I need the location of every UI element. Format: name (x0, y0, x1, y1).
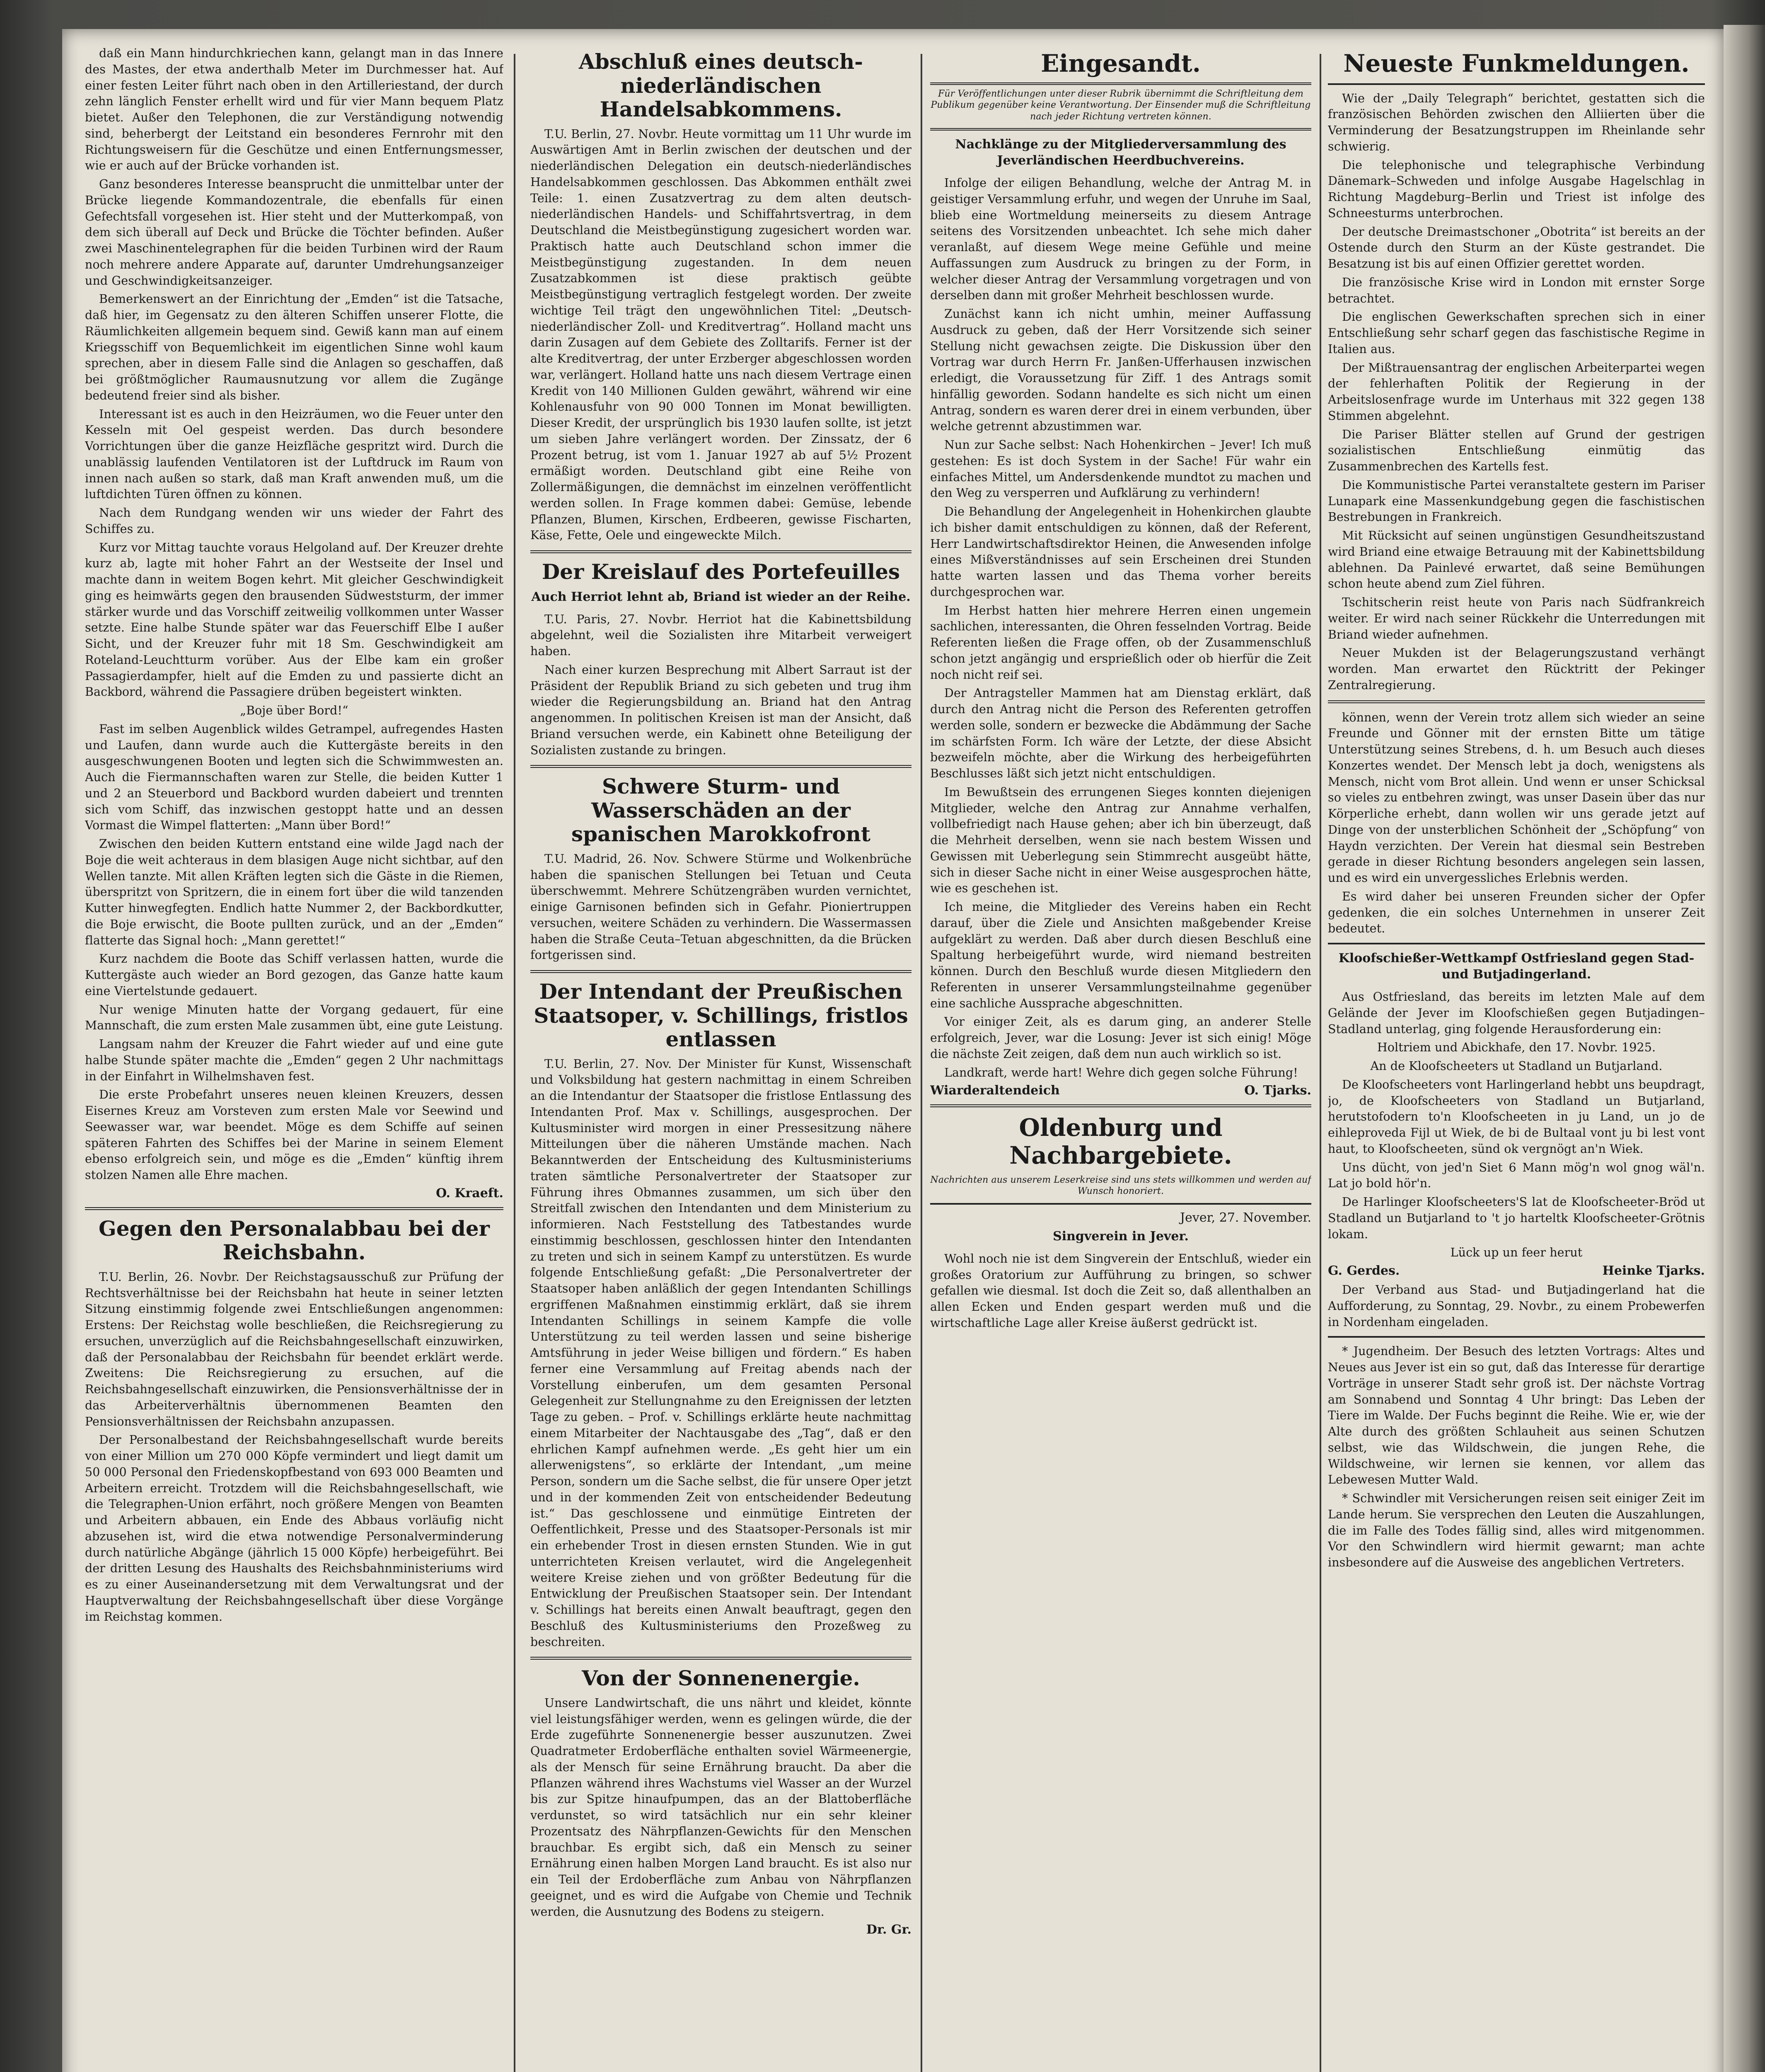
article-paragraph: Im Herbst hatten hier mehrere Herren einen ungemein sachlichen, interessanten, die Ohren fesselnden Vortrag. Beide Referenten ließen die Frage offen, ob der Zusammenschluß schon jetzt angängig und ersprießlich oder ob hierfür die Zeit noch nicht reif sei. (930, 603, 1311, 682)
divider (85, 1207, 503, 1210)
news-item: Tschitscherin reist heute von Paris nach Südfrankreich weiter. Er wird nach seiner Rückkehr die Unterredungen mit Briand wieder aufnehmen. (1328, 595, 1705, 641)
quote-line: „Boje über Bord!“ (240, 704, 348, 717)
subheadline: Singverein in Jever. (1053, 1229, 1189, 1244)
article-paragraph: T.U. Berlin, 27. Novbr. Heute vormittag um 11 Uhr wurde im Auswärtigen Amt in Berlin zwischen der deutschen und der niederländischen Delegation ein deutsch-niederländisches Handelsabkommen geschlossen. Das Abkommen enthält zwei Teile: 1. einen Zusatzvertrag zu dem alten deutsch-niederländischen Handels- und Schiffahrtsvertrag, in dem Deutschland die Meistbegünstigung zugesichert worden war. Praktisch hatte auch Deutschland schon immer die Meistbegünstigung zugestanden. In dem neuen Zusatzabkommen ist diese praktisch geübte Meistbegünstigung vertraglich festgelegt worden. Der zweite wichtige Teil trägt den ungewöhnlichen Titel: „Deutsch-niederländischer Zoll- und Kreditvertrag“. Holland macht uns darin Zusagen auf dem Gebiete des Zolltarifs. Ferner ist der alte Kreditvertrag, der unter Erzberger abgeschlossen worden war, verlängert. Holland hatte uns nach diesem Vertrage einen Kredit von 140 Millionen Gulden gewährt, während wir eine Kohlenausfuhr von 90 000 Tonnen im Monat bewilligten. Dieser Kredit, der ursprünglich bis 1930 laufen sollte, ist jetzt um sieben Jahre verlängert worden. Der Zinssatz, der 6 Prozent betrug, ist vom 1. Januar 1927 ab auf 5½ Prozent ermäßigt worden. Deutschland gibt eine Reihe von Zollermäßigungen, die demnächst im einzelnen veröffentlicht werden sollen. In Frage kommen dabei: Gemüse, lebende Pflanzen, Blumen, Kirschen, Erdbeeren, gewisse Fischarten, Käse, Fette, Oele und eingeweckte Milch. (530, 127, 912, 542)
article-paragraph: Bemerkenswert an der Einrichtung der „Emden“ ist die Tatsache, daß hier, im Gegensatz zu den älteren Schiffen unserer Flotte, die Räumlichkeiten allgemein bequem sind. Gewiß kann man auf einem Kriegsschiff von Bequemlichkeit im eigentlichen Sinne wohl kaum sprechen, aber in diesem Falle sind die Anlagen so geschaffen, daß bei größtmöglicher Raumausnutzung vor allem die Zugänge bedeutend freier sind als bisher. (85, 292, 503, 402)
column-3 (930, 46, 1311, 2072)
article-paragraph: können, wenn der Verein trotz allem sich wieder an seine Freunde und Gönner mit der ernsten Bitte um tätige Unterstützung seines Strebens, d. h. um Besuch auch dieses Konzertes wendet. Der Mensch lebt ja doch, wenigstens als Mensch, nicht vom Brot allein. Und wenn er unser Schicksal so vieles zu entbehren zwingt, was unser Dasein über das nur Körperliche erhebt, dann wollen wir uns gerade jetzt auf Dinge von der unsterblichen Schönheit der „Schöpfung“ von Haydn verzichten. Der Verein hat diesmal sein Bestreben gerade in dieser Richtung besonders angelegen sein lassen, und es wird ein unvergessliches Erlebnis werden. (1328, 710, 1705, 885)
article-paragraph: Die erste Probefahrt unseres neuen kleinen Kreuzers, dessen Eisernes Kreuz am Vorsteven zum ersten Male vor Seewind und Seewasser war, war beendet. Möge es dem Schiffe auf seinen späteren Fahrten des Schiffes bei der Marine in seinem Element ebenso erfolgreich sein, und möge es die „Emden“ künftig ihrem stolzen Namen alle Ehre machen. (85, 1088, 503, 1182)
headline-funkmeldungen: Neueste Funkmeldungen. (1343, 49, 1690, 77)
divider (1328, 700, 1705, 703)
article-paragraph: Ich meine, die Mitglieder des Vereins haben ein Recht darauf, über die Ziele und Ansichten maßgebender Kreise aufgeklärt zu werden. Daß aber durch diesen Beschluß eine Spaltung herbeigeführt wurde, wird niemand bestreiten können. Durch den Beschluß wurde diesen Mitgliedern den Referenten in unserer Versammlungsteilnahme gegenüber eine sachliche Aussprache abgeschnitten. (930, 900, 1311, 1010)
column-1 (85, 46, 503, 2072)
subheadline: Nachklänge zu der Mitgliederversammlung des Jeverländischen Heerdbuchvereins. (955, 137, 1286, 168)
column-2 (530, 46, 912, 2072)
divider (530, 970, 912, 973)
article-paragraph: Der Personalbestand der Reichsbahngesellschaft wurde bereits von einer Million um 270 000 Köpfe vermindert und liegt damit um 50 000 Personal den Friedenskopfbestand von 693 000 Beamten und Arbeitern erreicht. Trotzdem will die Reichsbahngesellschaft, wie die Telegraphen-Union erfährt, noch größere Mengen von Beamten und Arbeitern abbauen, ein Ende des Abbaus vorläufig nicht abzusehen ist, wird die etwa notwendige Personalverminderung durch natürliche Abgänge (jährlich 15 000 Köpfe) herbeigeführt. Bei der dritten Lesung des Haushalts des Reichsbahnministeriums wird es zu einer Auseinandersetzung mit dem Verwaltungsrat und der Hauptverwaltung der Reichsbahngesellschaft über diese Vorgänge im Reichstag kommen. (85, 1433, 503, 1624)
article-paragraph: Es wird daher bei unseren Freunden sicher der Opfer gedenken, die ein solches Unternehmen in unserer Zeit bedeutet. (1328, 889, 1705, 936)
article-paragraph: De Kloofscheeters vont Harlingerland hebbt uns beupdragt, jo, de Kloofscheeters von Stadland un Butjarland, herutstofodern to'n Kloofscheeten in ju Land, un jo de eihleproveda Fijl ut Wiek, de bi de Bultaal vont ju bi lest vont haut, to Kloofscheeten, sünd ok vergnögt an'n Wiek. (1328, 1077, 1705, 1156)
article-paragraph: Zunächst kann ich nicht umhin, meiner Auffassung Ausdruck zu geben, daß der Herr Vorsitzende sich seiner Stellung nicht gewachsen zeigte. Die Diskussion über den Vortrag war durch Herrn Fr. Janßen-Ufferhausen inzwischen erledigt, die Voraussetzung für Ziff. 1 des Antrags somit hinfällig geworden. Sodann handelte es sich nicht um einen Antrag, sondern es waren derer drei in einem verbunden, über welche getrennt abzustimmen war. (930, 307, 1311, 433)
local-news-item: * Jugendheim. Der Besuch des letzten Vortrags: Altes und Neues aus Jever ist ein so gut, daß das Interesse für derartige Vorträge in unserer Stadt sehr groß ist. Der nächste Vortrag am Sonnabend und Sonntag 4 Uhr bringt: Das Leben der Tiere im Walde. Der Fuchs beginnt die Reihe. Wie er, wie der Alte durch des größten Schlauheit aus seinen Schutzen selbst, wie das Wildschwein, die jungen Rehe, die Wildschweine, wir lernen sie kennen, vor allem das Lebewesen Mutter Wald. (1328, 1344, 1705, 1487)
signature-row (1328, 1264, 1705, 1278)
article-paragraph: De Harlinger Kloofscheeters'S lat de Kloofscheeter-Bröd ut Stadland un Butjarland to 't jo harteltk Kloofscheeter-Grötnis lokam. (1328, 1195, 1705, 1241)
signature-name: G. Gerdes. (1328, 1264, 1400, 1278)
headline-handelsabkommen: Abschluß eines deutsch-niederländischen Handelsabkommens. (579, 49, 863, 121)
article-paragraph: Unsere Landwirtschaft, die uns nährt und kleidet, könnte viel leistungsfähiger werden, wenn es gelingen würde, die der Erde zugeführte Sonnenenergie besser auszunutzen. Zwei Quadratmeter Erdoberfläche enthalten soviel Wärmeenergie, als der Mensch für seine Ernährung braucht. Da aber die Pflanzen während ihres Wachstums viel Wasser an der Wurzel bis zur Spitze hinaufpumpen, das an der Blattoberfläche verdunstet, so wird tatsächlich nur ein sehr kleiner Prozentsatz des Nährpflanzen-Gewichts für den Menschen brauchbar. Es ergibt sich, daß ein Mensch zu seiner Ernährung einen halben Morgen Land braucht. Es ist also nur ein Teil der Erdoberfläche zum Anbau von Nährpflanzen geeignet, und es wird die Aufgabe von Chemie und Technik werden, die Ausnutzung des Bodens zu steigern. (530, 1696, 912, 1919)
article-paragraph: Nun zur Sache selbst: Nach Hohenkirchen – Jever! Ich muß gestehen: Es ist doch System in der Sache! Für wahr ein einfaches Mittel, um Andersdenkende mundtot zu machen und den Weg zu versperren und Aufklärung zu verhindern! (930, 438, 1311, 500)
article-paragraph: Langsam nahm der Kreuzer die Fahrt wieder auf und eine gute halbe Stunde später machte die „Emden“ gegen 2 Uhr nachmittags in der Einfahrt in Wilhelmshaven fest. (85, 1037, 503, 1083)
signature-name: O. Tjarks. (1244, 1083, 1311, 1098)
divider (930, 1203, 1311, 1205)
article-paragraph: Im Bewußtsein des errungenen Sieges konnten diejenigen Mitglieder, welche den Antrag zur Annahme verhalfen, vollbefriedigt nach Hause gehen; aber ich bin überzeugt, daß die Mehrheit derselben, wenn sie nach bestem Wissen und Gewissen mit Ueberlegung sein Stimmrecht ausgeübt hätte, sich in dieser Sache nicht in einer Weise ausgesprochen hätte, wie es geschehen ist. (930, 785, 1311, 896)
letter-dateline: Holtriem und Abickhafe, den 17. Novbr. 1925. (1377, 1041, 1656, 1055)
author-signature: O. Kraeft. (436, 1186, 503, 1201)
section-note: Nachrichten aus unserem Leserkreise sind uns stets willkommen und werden auf Wunsch honoriert. (930, 1174, 1311, 1197)
headline-reichsbahn: Gegen den Personalabbau bei der Reichsbahn. (99, 1216, 490, 1265)
letter-address: An de Kloofscheeters ut Stadland un Butjarland. (1370, 1059, 1663, 1073)
article-paragraph: Nach einer kurzen Besprechung mit Albert Sarraut ist der Präsident der Republik Briand zu sich gebeten und trug ihm wieder die Regierungsbildung an. Briand hat den Antrag angenommen. In politischen Kreisen ist man der Ansicht, daß Briand versuchen werde, ein Kabinett ohne Beteiligung der Sozialisten zustande zu bringen. (530, 663, 912, 757)
author-signature: Dr. Gr. (866, 1922, 912, 1937)
article-paragraph: Die Behandlung der Angelegenheit in Hohenkirchen glaubte ich bisher damit entschuldigen zu können, daß der Referent, Herr Landwirtschaftsdirektor Heinen, die Anwesenden infolge eines Mißverständnisses auf sein Erscheinen drei Stunden hatte warten lassen und das Thema vorher bereits durchgesprochen war. (930, 505, 1311, 599)
signature-name: Heinke Tjarks. (1602, 1264, 1705, 1278)
headline-staatsoper: Der Intendant der Preußischen Staatsoper, v. Schillings, fristlos entlassen (534, 979, 908, 1051)
article-paragraph: Der Antragsteller Mammen hat am Dienstag erklärt, daß durch den Antrag nicht die Person des Referenten getroffen werden solle, sondern er bezwecke die Abdämmung der Sache im schärfsten Form. Ich wäre der Letzte, der diese Absicht bezweifeln möchte, aber die Wirkung des herbeigeführten Beschlusses läßt sich jetzt nicht entschuldigen. (930, 686, 1311, 781)
subheadline: Auch Herriot lehnt ab, Briand ist wieder an der Reihe. (531, 589, 911, 604)
article-paragraph: Der Verband aus Stad- und Butjadingerland hat die Aufforderung, zu Sonntag, 29. Novbr., zu einem Probewerfen in Nordenham eingeladen. (1328, 1283, 1705, 1329)
article-paragraph: T.U. Paris, 27. Novbr. Herriot hat die Kabinettsbildung abgelehnt, weil die Sozialisten ihre Mitarbeit verweigert haben. (530, 612, 912, 658)
news-item: Mit Rücksicht auf seinen ungünstigen Gesundheitszustand wird Briand eine etwaige Betrauung mit der Kabinettsbildung ablehnen. Da Painlevé erwartet, daß seine Bemühungen schon heute abend zum Ziel führen. (1328, 529, 1705, 591)
news-item: Die Kommunistische Partei veranstaltete gestern im Pariser Lunapark eine Massenkundgebung gegen die faschistischen Bestrebungen in Frankreich. (1328, 478, 1705, 524)
article-paragraph: Kurz nachdem die Boote das Schiff verlassen hatten, wurde die Kuttergäste auch wieder an Bord gezogen, das Ganze hatte kaum eine Viertelstunde gedauert. (85, 952, 503, 998)
subheadline: Kloofschießer-Wettkampf Ostfriesland gegen Stad- und Butjadingerland. (1338, 951, 1695, 982)
column-rule (514, 54, 515, 2072)
divider (530, 1657, 912, 1660)
article-paragraph: Uns dücht, von jed'n Siet 6 Mann mög'n wol gnog wäl'n. Lat jo bold hör'n. (1328, 1160, 1705, 1191)
news-item: Die französische Krise wird in London mit ernster Sorge betrachtet. (1328, 275, 1705, 305)
news-item: Die englischen Gewerkschaften sprechen sich in einer Entschließung sehr scharf gegen das faschistische Regime in Italien aus. (1328, 310, 1705, 356)
page-binding-edge (1724, 25, 1765, 2072)
headline-marokkofront: Schwere Sturm- und Wasserschäden an der spanischen Marokkofront (571, 774, 871, 847)
news-item: Wie der „Daily Telegraph“ berichtet, gestatten sich die französischen Behörden zwischen den Alliierten über die Verminderung der Besatzungstruppen im Rheinlande sehr schwierig. (1328, 91, 1705, 153)
article-paragraph: Vor einiger Zeit, als es darum ging, an anderer Stelle erfolgreich, Jever, war die Losung: Jever ist sich einig! Möge die nächste Zeit zeigen, daß dem nun auch wirklich so ist. (930, 1015, 1311, 1061)
divider (1328, 1336, 1705, 1338)
disclaimer-box (930, 82, 1311, 131)
local-news-item: * Schwindler mit Versicherungen reisen seit einiger Zeit im Lande herum. Sie versprechen den Leuten die Auszahlungen, die im Falle des Todes fällig sind, alles wird mitgenommen. Vor den Schwindlern wird hiermit gewarnt; man achte insbesondere auf die Ausweise des angeblichen Vertreters. (1328, 1491, 1705, 1570)
headline-portefeuilles: Der Kreislauf des Portefeuilles (542, 559, 900, 584)
column-rule (1320, 54, 1321, 2072)
headline-eingesandt: Eingesandt. (1041, 49, 1201, 77)
divider (1328, 83, 1705, 85)
divider (1328, 943, 1705, 944)
article-paragraph: Ganz besonderes Interesse beansprucht die unmittelbar unter der Brücke liegende Kommandozentrale, die ebenfalls für einen Gefechtsfall vorgesehen ist. Hier steht und der Mutterkompaß, von dem sich überall auf Deck und Brücke die Töchter befinden. Außer zwei Maschinentelegraphen für die beiden Turbinen wird der Raum noch mehrere andere Apparate auf, darunter Umdrehungsanzeiger und Geschwindigkeitsanzeiger. (85, 177, 503, 288)
article-paragraph: T.U. Berlin, 26. Novbr. Der Reichstagsausschuß zur Prüfung der Rechtsverhältnisse bei der Reichsbahn hat heute in seiner letzten Sitzung einstimmig folgende zwei Entschließungen angenommen: Erstens: Der Reichstag wolle beschließen, die Reichsregierung zu ersuchen, unverzüglich auf die Reichsbahngesellschaft einzuwirken, daß der Personalabbau der Reichsbahn für beendet erklärt werde. Zweitens: Die Reichsregierung zu ersuchen, auf die Reichsbahngesellschaft einzuwirken, die Pensionsverhältnisse der in das Arbeiterverhältnis übernommenen Beamten den Pensionsverhältnissen der Reichsbahn anzupassen. (85, 1270, 503, 1428)
news-item: Der Mißtrauensantrag der englischen Arbeiterpartei wegen der fehlerhaften Politik der Regierung in der Arbeitslosenfrage wurde im Unterhaus mit 322 gegen 138 Stimmen abgelehnt. (1328, 361, 1705, 423)
article-paragraph: Fast im selben Augenblick wildes Getrampel, aufregendes Hasten und Laufen, dann wurde auch die Kuttergäste bereits in den ausgeschwungenen Booten und legten sich die Schwimmwesten an. Auch die Fiermannschaften waren zur Stelle, die beiden Kutter 1 und 2 an Steuerbord und Backbord wurden dabeiert und trennten sich vom Schiff, das inzwischen gestoppt hatte und an dessen Vormast die Wimpel flatterten: „Mann über Bord!“ (85, 722, 503, 833)
article-paragraph: Nach dem Rundgang wenden wir uns wieder der Fahrt des Schiffes zu. (85, 506, 503, 536)
letter-closing: Lück up un feer herut (1450, 1246, 1583, 1260)
signature-row (930, 1083, 1311, 1098)
article-paragraph: daß ein Mann hindurchkriechen kann, gelangt man in das Innere des Mastes, der etwa anderthalb Meter im Durchmesser hat. Auf einer festen Leiter führt nach oben in den Artilleriestand, der durch zehn länglich Fenster erhellt wird und für vier Mann bequem Platz bietet. Außer den Telephonen, die zur Verständigung notwendig sind, beherbergt der Leitstand ein besonderes Fernrohr mit den Richtungsweisern für die Geschütze und einen Entfernungsmesser, wie er auch auf der Brücke vorhanden ist. (85, 46, 503, 173)
article-paragraph: Zwischen den beiden Kuttern entstand eine wilde Jagd nach der Boje die weit achteraus in dem blasigen Auge nicht sichtbar, auf den Wellen tanzte. Mit allen Kräften legten sich die Gäste in die Riemen, überspritzt von Spritzern, die in einem fort über die wild tanzenden Kutter hinwegfegten. Endlich hatte Nummer 2, der Backbordkutter, die Boje erwischt, die Boote pullten zurück, und an der „Emden“ flatterte das Signal hoch: „Mann gerettet!“ (85, 837, 503, 947)
article-paragraph: Landkraft, werde hart! Wehre dich gegen solche Führung! (944, 1065, 1298, 1080)
dateline: Jever, 27. November. (1180, 1210, 1311, 1225)
headline-sonnenenergie: Von der Sonnenenergie. (582, 1666, 860, 1691)
news-item: Die Pariser Blätter stellen auf Grund der gestrigen sozialistischen Entschließung einmütig das Zusammenbrechen des Kartells fest. (1328, 427, 1705, 474)
article-paragraph: Interessant ist es auch in den Heizräumen, wo die Feuer unter den Kesseln mit Oel gespeist werden. Das durch besondere Vorrichtungen über die ganze Heizfläche gespritzt wird. Durch die unablässig laufenden Ventilatoren ist der Luftdruck im Raum von innen nach außen so stark, daß man Kraft anwenden muß, um die luftdichten Türen öffnen zu können. (85, 407, 503, 501)
article-paragraph: T.U. Madrid, 26. Nov. Schwere Stürme und Wolkenbrüche haben die spanischen Stellungen bei Tetuan und Ceuta überschwemmt. Mehrere Schützengräben wurden vernichtet, einige Garnisonen befinden sich in Gefahr. Pioniertruppen versuchen, weitere Schäden zu verhindern. Die Wassermassen haben die Straße Ceuta–Tetuan abgeschnitten, da die Brücken fortgerissen sind. (530, 852, 912, 962)
news-item: Der deutsche Dreimastschoner „Obotrita“ ist bereits an der Ostende durch den Sturm an der Küste gestrandet. Die Besatzung ist bis auf einen Offizier gerettet worden. (1328, 225, 1705, 271)
article-paragraph: Kurz vor Mittag tauchte voraus Helgoland auf. Der Kreuzer drehte kurz ab, lagte mit hoher Fahrt an der Westseite der Insel und machte dann in weitem Bogen kehrt. Mit gleicher Geschwindigkeit ging es heimwärts gegen den brausenden Südweststurm, der immer stärker wurde und das Vorschiff zeitweilig vollkommen unter Wasser setzte. Eine halbe Stunde später war das Feuerschiff Elbe I außer Sicht, und der Kreuzer fuhr mit 18 Sm. Geschwindigkeit am Roteland-Leuchtturm vorüber. Aus der Elbe kam ein großer Passagierdampfer, hielt auf die Emden zu und passierte dicht an Backbord, während die Passagiere drüben begeistert winkten. (85, 540, 503, 699)
article-paragraph: Aus Ostfriesland, das bereits im letzten Male auf dem Gelände der Jever im Kloofschießen gegen Butjadingen–Stadland unterlag, ging folgende Herausforderung ein: (1328, 990, 1705, 1036)
article-paragraph: Nur wenige Minuten hatte der Vorgang gedauert, für eine Mannschaft, die zum ersten Male zusammen übt, eine gute Leistung. (85, 1002, 503, 1033)
disclaimer-text: Für Veröffentlichungen unter dieser Rubrik übernimmt die Schriftleitung dem Publikum gegenüber keine Verantwortung. Der Einsender muß die Schriftleitung nach jeder Richtung vertreten können. (931, 88, 1311, 122)
column-rule (921, 54, 922, 2072)
article-paragraph: Wohl noch nie ist dem Singverein der Entschluß, wieder ein großes Oratorium zur Aufführung zu bringen, so schwer gefallen wie diesmal. Ist doch die Zeit so, daß allenthalben an allen Ecken und Enden gespart werden muß und die wirtschaftliche Lage aller Kreise äußerst gedrückt ist. (930, 1251, 1311, 1330)
news-item: Die telephonische und telegraphische Verbindung Dänemark–Schweden und infolge Ausgabe Hagelschlag in Richtung Magdeburg–Berlin und Triest ist infolge des Schneesturms unterbrochen. (1328, 158, 1705, 220)
headline-oldenburg: Oldenburg und Nachbargebiete. (1009, 1113, 1232, 1170)
column-4 (1328, 46, 1705, 2072)
divider (530, 550, 912, 553)
divider (930, 1104, 1311, 1107)
news-item: Neuer Mukden ist der Belagerungszustand verhängt worden. Man erwartet den Rücktritt der Pekinger Zentralregierung. (1328, 646, 1705, 692)
article-paragraph: T.U. Berlin, 27. Nov. Der Minister für Kunst, Wissenschaft und Volksbildung hat gestern nachmittag in einem Schreiben an die Intendantur der Staatsoper die fristlose Entlassung des Intendanten Prof. Max v. Schillings, ausgesprochen. Der Kultusminister wird morgen in einer Pressesitzung nähere Mitteilungen über die näheren Umstände machen. Nach Bekanntwerden der Entscheidung des Kultusministeriums traten sämtliche Personalvertreter der Staatsoper zur Führung ihres Obmannes zusammen, um sich über den Streitfall zwischen den Intendanten und dem Ministerium zu informieren. Nach Feststellung des Tatbestandes wurde einstimmig beschlossen, geschlossen hinter den Intendanten zu treten und sich in seinem Kampf zu unterstützen. Es wurde folgende Entschließung gefaßt: „Die Personalvertreter der Staatsoper haben anläßlich der gegen Intendanten Schillings ergriffenen Maßnahmen einstimmig erklärt, daß sie ihrem Intendanten Schillings in seinem Kampfe die volle Unterstützung zu teil werden lassen und seine bisherige Amtsführung in jeder Weise billigen und fördern.“ Es haben ferner eine Versammlung auf Freitag abends nach der Vorstellung einberufen, um dem gesamten Personal Gelegenheit zur Stellungnahme zu den Ereignissen der letzten Tage zu geben. – Prof. v. Schillings erklärte heute nachmittag einem Mitarbeiter der Nachtausgabe des „Tag“, daß er den ehrlichen Kampf aufnehmen werde. „Es geht hier um ein allerwenigstens“, so erklärte der Intendant, „um meine Person, sondern um die Sache selbst, die für unsere Oper jetzt und in der kommenden Zeit von entscheidender Bedeutung ist.“ Das geschlossene und einmütige Eintreten der Oeffentlichkeit, Presse und des Staatsoper-Personals ist mir ein erhebender Trost in diesen ernsten Stunden. Wie in gut unterrichteten Kreisen verlautet, wird die Angelegenheit weitere Kreise ziehen und von größter Bedeutung für die Entwicklung der Preußischen Staatsoper sein. Der Intendant v. Schillings hat bereits einen Anwalt beauftragt, gegen den Beschluß des Kultusministeriums den Prozeßweg zu beschreiten. (530, 1057, 912, 1649)
article-paragraph: Infolge der eiligen Behandlung, welche der Antrag M. in geistiger Versammlung erfuhr, und wegen der Unruhe im Saal, blieb eine Wortmeldung meinerseits zu diesem Antrage seitens des Vorsitzenden unbeachtet. Ich sehe mich daher veranlaßt, auf diesem Wege meine Gefühle und meine Auffassungen zum Ausdruck zu bringen zu der Form, in welcher dieser Antrag der Versammlung vorgetragen und von derselben dann mit großer Mehrheit beschlossen wurde. (930, 176, 1311, 303)
divider (530, 765, 912, 768)
signature-place: Wiarderaltendeich (930, 1083, 1060, 1098)
